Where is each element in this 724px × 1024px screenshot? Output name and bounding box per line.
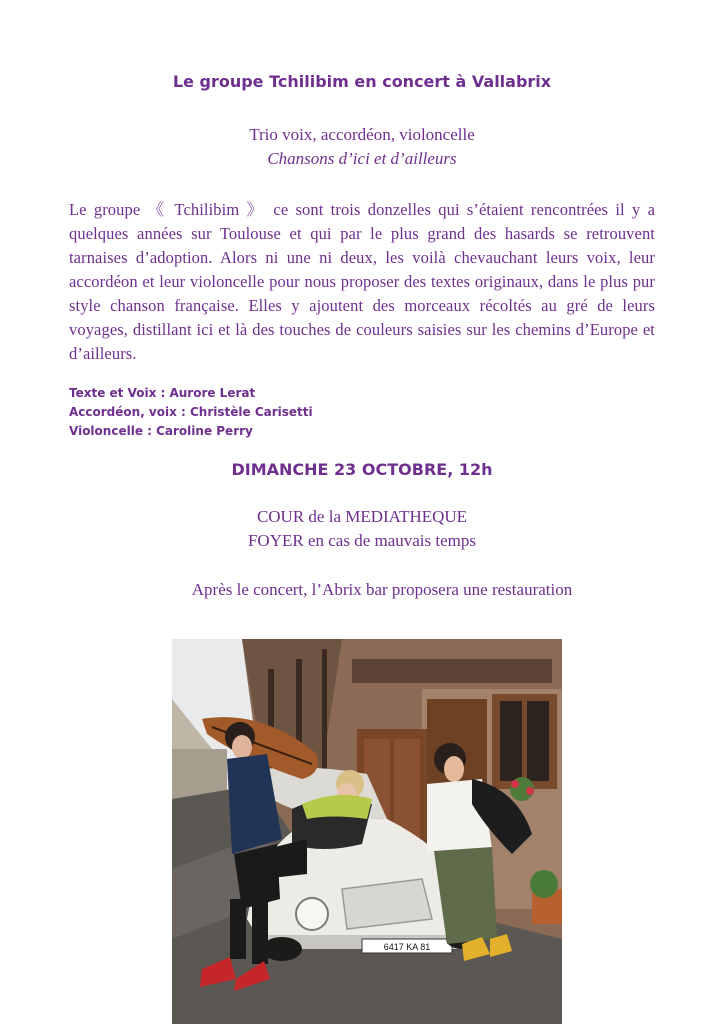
credits-list — [69, 384, 313, 441]
subtitle-block — [0, 123, 724, 171]
venue-block — [0, 505, 724, 553]
svg-text:6417 KA 81: 6417 KA 81 — [383, 942, 431, 952]
after-concert-note: Après le concert, l’Abrix bar proposera une restauration — [191, 580, 573, 599]
venue-fallback: FOYER en cas de mauvais temps — [247, 531, 477, 550]
description-paragraph: Le groupe 《 Tchilibim 》 ce sont trois donzelles qui s’étaient rencontrées il y a quelques années sur Toulouse et qui par le plus grand des hasards se retrouvent tarnaises d’adoption. Alors ni une ni deux, les voilà chevauchant leurs voix, leur accordéon et leur violoncelle pour nous proposer des textes originaux, dans le plus pur style chanson française. Elles y ajoutent des morceaux récoltés au gré de leurs voyages, distillant ici et là des touches de couleurs saisies sur les chemins d’Europe et d’ailleurs. — [69, 200, 655, 363]
band-photo — [172, 639, 562, 1024]
subtitle-instruments: Trio voix, accordéon, violoncelle — [249, 125, 475, 144]
credit-line: Accordéon, voix : Christèle Carisetti — [69, 405, 313, 419]
page-title: Le groupe Tchilibim en concert à Vallabrix — [172, 72, 552, 91]
subtitle-tagline: Chansons d’ici et d’ailleurs — [267, 149, 457, 168]
credit-line: Violoncelle : Caroline Perry — [69, 424, 253, 438]
venue-main: COUR de la MEDIATHEQUE — [256, 507, 468, 526]
event-date: DIMANCHE 23 OCTOBRE, 12h — [231, 460, 493, 479]
credit-line: Texte et Voix : Aurore Lerat — [69, 386, 256, 400]
